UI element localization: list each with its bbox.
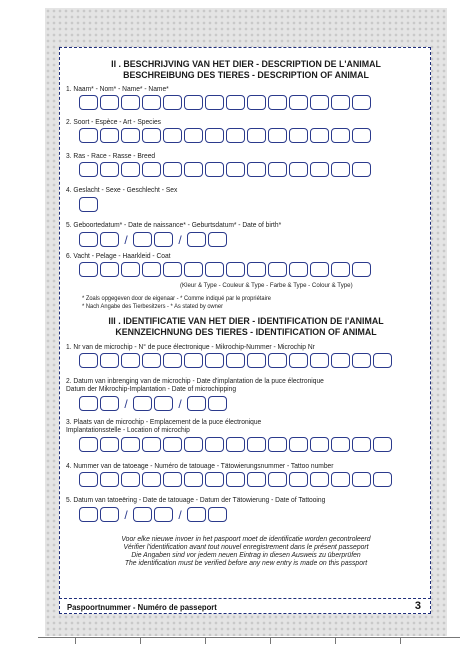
input-box[interactable] <box>121 437 140 452</box>
field-name-label: 1. Naam* - Nom* - Name* - Name* <box>66 84 169 93</box>
input-box[interactable] <box>331 95 350 110</box>
footnote-line1: * Zoals opgegeven door de eigenaar - * Comme indiqué par le propriétaire <box>82 295 271 302</box>
input-box[interactable] <box>163 95 182 110</box>
section3-title-line1: III . IDENTIFICATIE VAN HET DIER - IDENTIFICATION DE l'ANIMAL <box>108 316 384 327</box>
input-box[interactable] <box>121 472 140 487</box>
bottom-tick <box>75 637 76 644</box>
input-box[interactable] <box>133 232 152 247</box>
field-name-boxes[interactable] <box>79 95 373 110</box>
input-box[interactable] <box>289 353 308 368</box>
input-box[interactable] <box>310 472 329 487</box>
bottom-rule <box>38 637 460 638</box>
input-box[interactable] <box>79 128 98 143</box>
input-box[interactable] <box>133 396 152 411</box>
input-box[interactable] <box>205 472 224 487</box>
input-box[interactable] <box>310 353 329 368</box>
input-box[interactable] <box>208 396 227 411</box>
date-separator: / <box>178 232 182 247</box>
input-box[interactable] <box>100 128 119 143</box>
input-box[interactable] <box>310 262 329 277</box>
input-box[interactable] <box>154 507 173 522</box>
input-box[interactable] <box>352 353 371 368</box>
section2-title-line2: BESCHREIBUNG DES TIERES - DESCRIPTION OF ANIMAL <box>123 70 369 81</box>
input-box[interactable] <box>142 472 161 487</box>
closing-line4: The identification must be verified before any new entry is made on this passport <box>124 558 368 567</box>
field-birthdate-boxes[interactable] <box>79 232 229 247</box>
input-box[interactable] <box>352 472 371 487</box>
input-box[interactable] <box>247 95 266 110</box>
input-box[interactable] <box>226 95 245 110</box>
input-box[interactable] <box>187 232 206 247</box>
section2-title-line1: II . BESCHRIJVING VAN HET DIER - DESCRIPTION DE L'ANIMAL <box>111 59 381 70</box>
input-box[interactable] <box>310 128 329 143</box>
input-box[interactable] <box>100 507 119 522</box>
input-box[interactable] <box>331 472 350 487</box>
bottom-tick <box>400 637 401 644</box>
field-birthdate-label: 5. Geboortedatum* - Date de naissance* - Geburtsdatum* - Date of birth* <box>66 220 282 229</box>
date-separator: / <box>124 507 128 522</box>
field-sex-label: 4. Geslacht - Sexe - Geschlecht - Sex <box>66 185 178 194</box>
input-box[interactable] <box>205 437 224 452</box>
field-breed-boxes[interactable] <box>79 162 373 177</box>
input-box[interactable] <box>121 353 140 368</box>
input-box[interactable] <box>352 437 371 452</box>
input-box[interactable] <box>187 507 206 522</box>
passport-number-label: Paspoortnummer - Numéro de passeport <box>67 602 217 612</box>
bottom-tick <box>270 637 271 644</box>
input-box[interactable] <box>100 472 119 487</box>
input-box[interactable] <box>373 472 392 487</box>
footnote-line2: * Nach Angabe des Tierbesitzers - * As stated by owner <box>82 303 223 310</box>
closing-line1: Voor elke nieuwe invoer in het paspoort moet de identificatie worden gecontroleerd <box>121 534 371 543</box>
input-box[interactable] <box>352 128 371 143</box>
input-box[interactable] <box>142 437 161 452</box>
closing-line2: Vérifier l'identification avant tout nouvel enregistrement dans le présent passeport <box>123 542 369 551</box>
input-box[interactable] <box>184 128 203 143</box>
input-box[interactable] <box>247 162 266 177</box>
input-box[interactable] <box>79 162 98 177</box>
input-box[interactable] <box>247 472 266 487</box>
input-box[interactable] <box>142 128 161 143</box>
input-box[interactable] <box>310 437 329 452</box>
bottom-tick <box>335 637 336 644</box>
input-box[interactable] <box>289 472 308 487</box>
input-box[interactable] <box>100 95 119 110</box>
input-box[interactable] <box>79 437 98 452</box>
input-box[interactable] <box>184 353 203 368</box>
field-tattoodate-label: 5. Datum van tatoeëring - Date de tatouage - Datum der Tätowierung - Date of Tattooing <box>66 495 326 504</box>
input-box[interactable] <box>79 396 98 411</box>
field-chiplocation-label: 3. Plaats van de microchip - Emplacement de la puce électronique <box>66 417 262 426</box>
input-box[interactable] <box>352 95 371 110</box>
input-box[interactable] <box>226 353 245 368</box>
input-box[interactable] <box>289 437 308 452</box>
input-box[interactable] <box>79 232 98 247</box>
input-box[interactable] <box>205 262 224 277</box>
input-box[interactable] <box>121 262 140 277</box>
input-box[interactable] <box>163 472 182 487</box>
field-chiplocation-label-2: Implantationsstelle - Location of microchip <box>66 425 190 434</box>
input-box[interactable] <box>163 128 182 143</box>
input-box[interactable] <box>100 262 119 277</box>
input-box[interactable] <box>142 162 161 177</box>
bottom-tick <box>140 637 141 644</box>
input-box[interactable] <box>247 262 266 277</box>
closing-line3: Die Angaben sind vor jedem neuen Eintrag in diesen Ausweis zu überprüfen <box>131 550 361 559</box>
date-separator: / <box>124 232 128 247</box>
input-box[interactable] <box>79 197 98 212</box>
input-box[interactable] <box>208 507 227 522</box>
input-box[interactable] <box>247 437 266 452</box>
input-box[interactable] <box>79 507 98 522</box>
input-box[interactable] <box>208 232 227 247</box>
page-number: 3 <box>414 600 421 612</box>
input-box[interactable] <box>163 162 182 177</box>
field-chipdate-label: 2. Datum van inbrenging van de microchip - Date d'implantation de la puce électronique <box>66 376 324 385</box>
input-box[interactable] <box>121 95 140 110</box>
input-box[interactable] <box>247 128 266 143</box>
bottom-tick <box>205 637 206 644</box>
input-box[interactable] <box>373 437 392 452</box>
input-box[interactable] <box>268 353 287 368</box>
input-box[interactable] <box>142 262 161 277</box>
field-chipdate-boxes[interactable] <box>79 396 229 411</box>
input-box[interactable] <box>79 95 98 110</box>
input-box[interactable] <box>184 437 203 452</box>
input-box[interactable] <box>331 128 350 143</box>
input-box[interactable] <box>163 262 182 277</box>
field-chipdate-label-2: Datum der Mikrochip-Implantation - Date of microchipping <box>66 384 237 393</box>
input-box[interactable] <box>205 353 224 368</box>
field-tattoodate-boxes[interactable] <box>79 507 229 522</box>
input-box[interactable] <box>289 128 308 143</box>
input-box[interactable] <box>163 437 182 452</box>
input-box[interactable] <box>268 95 287 110</box>
input-box[interactable] <box>226 472 245 487</box>
input-box[interactable] <box>205 128 224 143</box>
input-box[interactable] <box>310 162 329 177</box>
input-box[interactable] <box>205 162 224 177</box>
input-box[interactable] <box>79 353 98 368</box>
input-box[interactable] <box>268 262 287 277</box>
passport-number-footer <box>59 598 431 616</box>
field-tattoo-label: 4. Nummer van de tatoeage - Numéro de tatouage - Tätowierungsnummer - Tattoo number <box>66 461 334 470</box>
input-box[interactable] <box>184 95 203 110</box>
input-box[interactable] <box>154 396 173 411</box>
date-separator: / <box>124 396 128 411</box>
input-box[interactable] <box>331 162 350 177</box>
input-box[interactable] <box>226 128 245 143</box>
input-box[interactable] <box>100 162 119 177</box>
passport-page <box>59 47 431 614</box>
input-box[interactable] <box>121 128 140 143</box>
field-microchip-label: 1. Nr van de microchip - N° de puce électronique - Mikrochip-Nummer - Microchip Nr <box>66 342 315 351</box>
input-box[interactable] <box>268 128 287 143</box>
input-box[interactable] <box>100 353 119 368</box>
field-chiplocation-boxes[interactable] <box>79 437 394 452</box>
field-coat-label: 6. Vacht - Pelage - Haarkleid - Coat <box>66 251 171 260</box>
input-box[interactable] <box>289 162 308 177</box>
field-sex-boxes[interactable] <box>79 197 100 212</box>
input-box[interactable] <box>310 95 329 110</box>
input-box[interactable] <box>289 95 308 110</box>
input-box[interactable] <box>79 262 98 277</box>
input-box[interactable] <box>163 353 182 368</box>
input-box[interactable] <box>184 162 203 177</box>
section3-title-line2: KENNZEICHNUNG DES TIERES - IDENTIFICATION OF ANIMAL <box>115 327 377 338</box>
input-box[interactable] <box>331 262 350 277</box>
input-box[interactable] <box>184 472 203 487</box>
field-tattoo-boxes[interactable] <box>79 472 394 487</box>
input-box[interactable] <box>187 396 206 411</box>
input-box[interactable] <box>226 162 245 177</box>
input-box[interactable] <box>352 162 371 177</box>
input-box[interactable] <box>205 95 224 110</box>
date-separator: / <box>178 507 182 522</box>
input-box[interactable] <box>100 437 119 452</box>
input-box[interactable] <box>331 353 350 368</box>
field-microchip-boxes[interactable] <box>79 353 394 368</box>
input-box[interactable] <box>100 232 119 247</box>
input-box[interactable] <box>247 353 266 368</box>
input-box[interactable] <box>79 472 98 487</box>
date-separator: / <box>178 396 182 411</box>
field-coat-boxes[interactable] <box>79 262 373 277</box>
field-species-boxes[interactable] <box>79 128 373 143</box>
field-breed-label: 3. Ras - Race - Rasse - Breed <box>66 151 156 160</box>
input-box[interactable] <box>268 162 287 177</box>
input-box[interactable] <box>142 95 161 110</box>
input-box[interactable] <box>352 262 371 277</box>
input-box[interactable] <box>133 507 152 522</box>
input-box[interactable] <box>121 162 140 177</box>
input-box[interactable] <box>373 353 392 368</box>
input-box[interactable] <box>226 262 245 277</box>
input-box[interactable] <box>100 396 119 411</box>
field-species-label: 2. Soort - Espèce - Art - Species <box>66 117 162 126</box>
input-box[interactable] <box>268 472 287 487</box>
input-box[interactable] <box>142 353 161 368</box>
input-box[interactable] <box>289 262 308 277</box>
coat-note: (Kleur & Type - Couleur & Type - Farbe & Type - Colour & Type) <box>180 282 353 289</box>
input-box[interactable] <box>331 437 350 452</box>
input-box[interactable] <box>226 437 245 452</box>
input-box[interactable] <box>184 262 203 277</box>
input-box[interactable] <box>268 437 287 452</box>
input-box[interactable] <box>154 232 173 247</box>
